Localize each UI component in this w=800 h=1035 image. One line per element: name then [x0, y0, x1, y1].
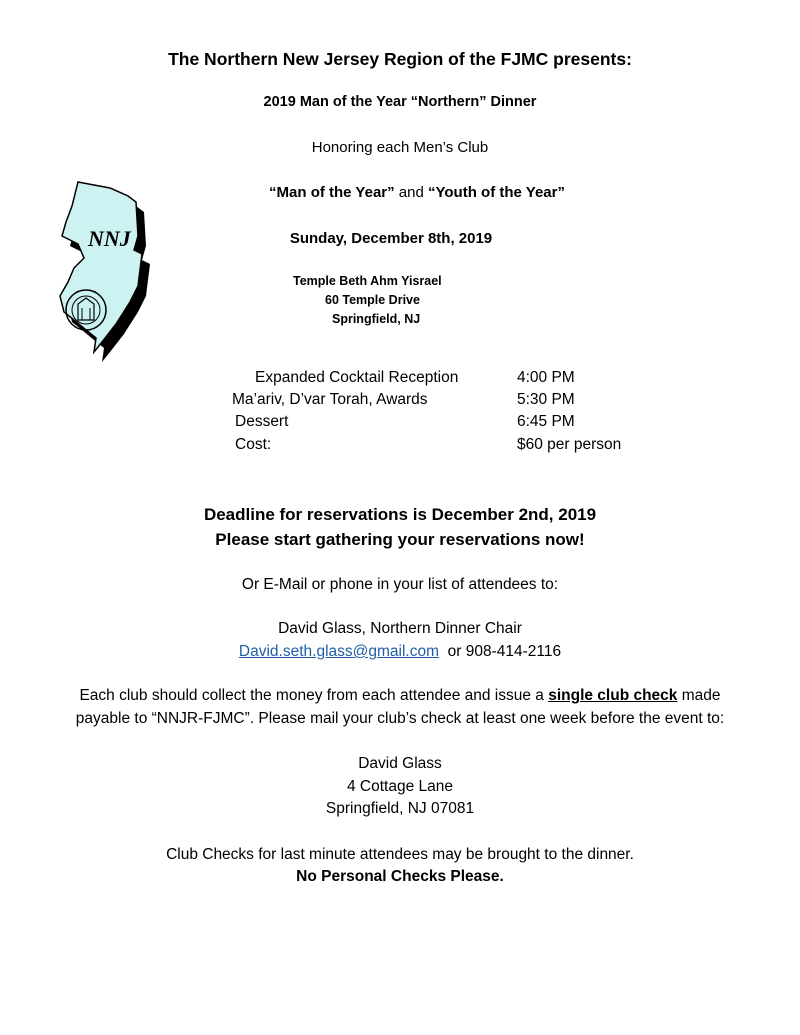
contact-name: David Glass, Northern Dinner Chair — [278, 620, 522, 637]
deadline-line: Deadline for reservations is December 2nd, 2019 — [203, 505, 597, 524]
footer-note: Club Checks for last minute attendees may be brought to the dinner. — [166, 846, 634, 863]
youth-of-year-label: “Youth of the Year” — [428, 184, 565, 201]
contact-email-link[interactable]: David.seth.glass@gmail.com — [238, 643, 439, 660]
payment-line-1 — [0, 687, 800, 705]
logo-text: NNJ — [88, 226, 131, 251]
venue-name: Temple Beth Ahm Yisrael — [293, 274, 442, 288]
single-club-check-emphasis: single club check — [548, 687, 678, 704]
venue-city: Springfield, NJ — [332, 312, 421, 326]
flyer-title: The Northern New Jersey Region of the FJMC presents: — [168, 49, 632, 69]
man-of-year-label: “Man of the Year” — [269, 184, 395, 201]
schedule-label-awards: Ma’ariv, D’var Torah, Awards — [232, 391, 428, 408]
venue-street: 60 Temple Drive — [325, 293, 420, 307]
contact-intro: Or E-Mail or phone in your list of attendees to: — [241, 576, 559, 593]
new-jersey-map-logo-icon — [52, 172, 156, 368]
schedule-label-cost: Cost: — [235, 436, 272, 453]
gather-reservations-line: Please start gathering your reservations now! — [215, 530, 585, 549]
payment-text-c: made — [677, 687, 721, 704]
schedule-time-reception: 4:00 PM — [517, 369, 575, 386]
mail-name: David Glass — [358, 755, 442, 772]
mail-city: Springfield, NJ 07081 — [325, 800, 475, 817]
payment-line-2: payable to “NNJR-FJMC”. Please mail your club’s check at least one week before the event to: — [75, 710, 725, 727]
contact-phone: or 908-414-2116 — [439, 643, 562, 660]
schedule-label-reception: Expanded Cocktail Reception — [255, 369, 459, 386]
awards-conjunction: and — [394, 184, 428, 201]
event-date: Sunday, December 8th, 2019 — [289, 230, 493, 247]
mail-street: 4 Cottage Lane — [346, 778, 453, 795]
payment-text-a: Each club should collect the money from each attendee and issue a — [79, 687, 549, 704]
event-subtitle: 2019 Man of the Year “Northern” Dinner — [263, 94, 537, 110]
schedule-time-dessert: 6:45 PM — [517, 413, 575, 430]
schedule-value-cost: $60 per person — [517, 436, 622, 453]
contact-line — [0, 643, 800, 661]
schedule-label-dessert: Dessert — [235, 413, 289, 430]
schedule-time-awards: 5:30 PM — [517, 391, 575, 408]
honoring-line: Honoring each Men’s Club — [311, 139, 489, 156]
no-personal-checks: No Personal Checks Please. — [296, 868, 504, 885]
